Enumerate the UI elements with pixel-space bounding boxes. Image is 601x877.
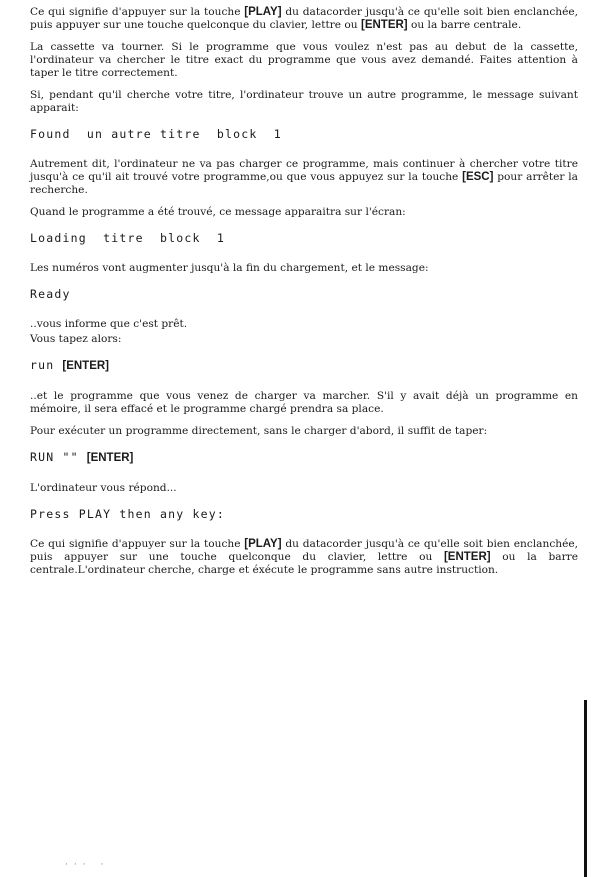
key-label: [ENTER] [62, 360, 110, 372]
page-footer-marks: ··· · [65, 860, 110, 870]
text-run: du datacorder jusqu'à ce qu'elle soit bien enclanchée, puis appuyer sur une touche quelconque du clavier, lettre ou [30, 6, 578, 31]
page-edge-bar [584, 700, 587, 877]
text-run: ..vous informe que c'est prêt. [30, 318, 188, 330]
text-run: Vous tapez alors: [30, 333, 122, 345]
text-run: Ce qui signifie d'appuyer sur la touche [30, 538, 245, 550]
paragraph [30, 318, 578, 331]
code-line [30, 451, 578, 465]
text-run: pour arrêter la recherche. [30, 171, 578, 196]
key-label: [ENTER] [443, 551, 491, 563]
paragraph [30, 333, 578, 346]
code-line [30, 508, 578, 521]
key-label: [PLAY] [244, 6, 282, 18]
text-run: du datacorder jusqu'à ce qu'elle soit bien enclanchée, puis appuyer sur une touche quelconque du clavier, lettre ou [30, 538, 578, 563]
code-line [30, 359, 578, 373]
text-run: Quand le programme a été trouvé, ce message apparaitra sur l'écran: [30, 206, 406, 218]
text-run: Les numéros vont augmenter jusqu'à la fin du chargement, et le message: [30, 262, 429, 274]
code-line [30, 128, 578, 141]
text-run: ou la barre centrale. [407, 19, 522, 31]
text-run: RUN "" [30, 450, 79, 464]
key-label: [ENTER] [86, 452, 134, 464]
text-run: Found un autre titre block 1 [30, 127, 282, 141]
paragraph [30, 41, 578, 80]
paragraph [30, 425, 578, 438]
key-label: [ENTER] [360, 19, 408, 31]
text-run: La cassette va tourner. Si le programme que vous voulez n'est pas au debut de la cassette, l'ordinateur va chercher le titre exact du programme que vous avez demandé. Faites attention à taper le titre correctement. [30, 41, 578, 79]
paragraph [30, 158, 578, 197]
text-run: Ce qui signifie d'appuyer sur la touche [30, 6, 245, 18]
text-run: Si, pendant qu'il cherche votre titre, l'ordinateur trouve un autre programme, le message suivant apparait: [30, 89, 578, 114]
text-run: ..et le programme que vous venez de charger va marcher. S'il y avait déjà un programme en mémoire, il sera effacé et le programme chargé prendra sa place. [30, 390, 578, 415]
text-run: Pour exécuter un programme directement, sans le charger d'abord, il suffit de taper: [30, 425, 488, 437]
text-run: Ready [30, 287, 71, 301]
text-run: Press PLAY then any key: [30, 507, 225, 521]
text-run: L'ordinateur vous répond... [30, 482, 177, 494]
paragraph [30, 262, 578, 275]
text-run: run [30, 358, 55, 372]
code-line [30, 232, 578, 245]
paragraph [30, 206, 578, 219]
text-run: Loading titre block 1 [30, 231, 225, 245]
paragraph [30, 482, 578, 495]
text-run: ou la barre centrale.L'ordinateur cherche, charge et éxécute le programme sans autre instruction. [30, 551, 578, 576]
document-page [30, 6, 578, 586]
key-label: [PLAY] [244, 538, 282, 550]
text-run: Autrement dit, l'ordinateur ne va pas charger ce programme, mais continuer à chercher votre titre jusqu'à ce qu'il ait trouvé votre programme,ou que vous appuyez sur la touche [30, 158, 578, 183]
paragraph [30, 538, 578, 577]
paragraph [30, 6, 578, 32]
paragraph [30, 390, 578, 416]
key-label: [ESC] [462, 171, 494, 183]
code-line [30, 288, 578, 301]
paragraph [30, 89, 578, 115]
